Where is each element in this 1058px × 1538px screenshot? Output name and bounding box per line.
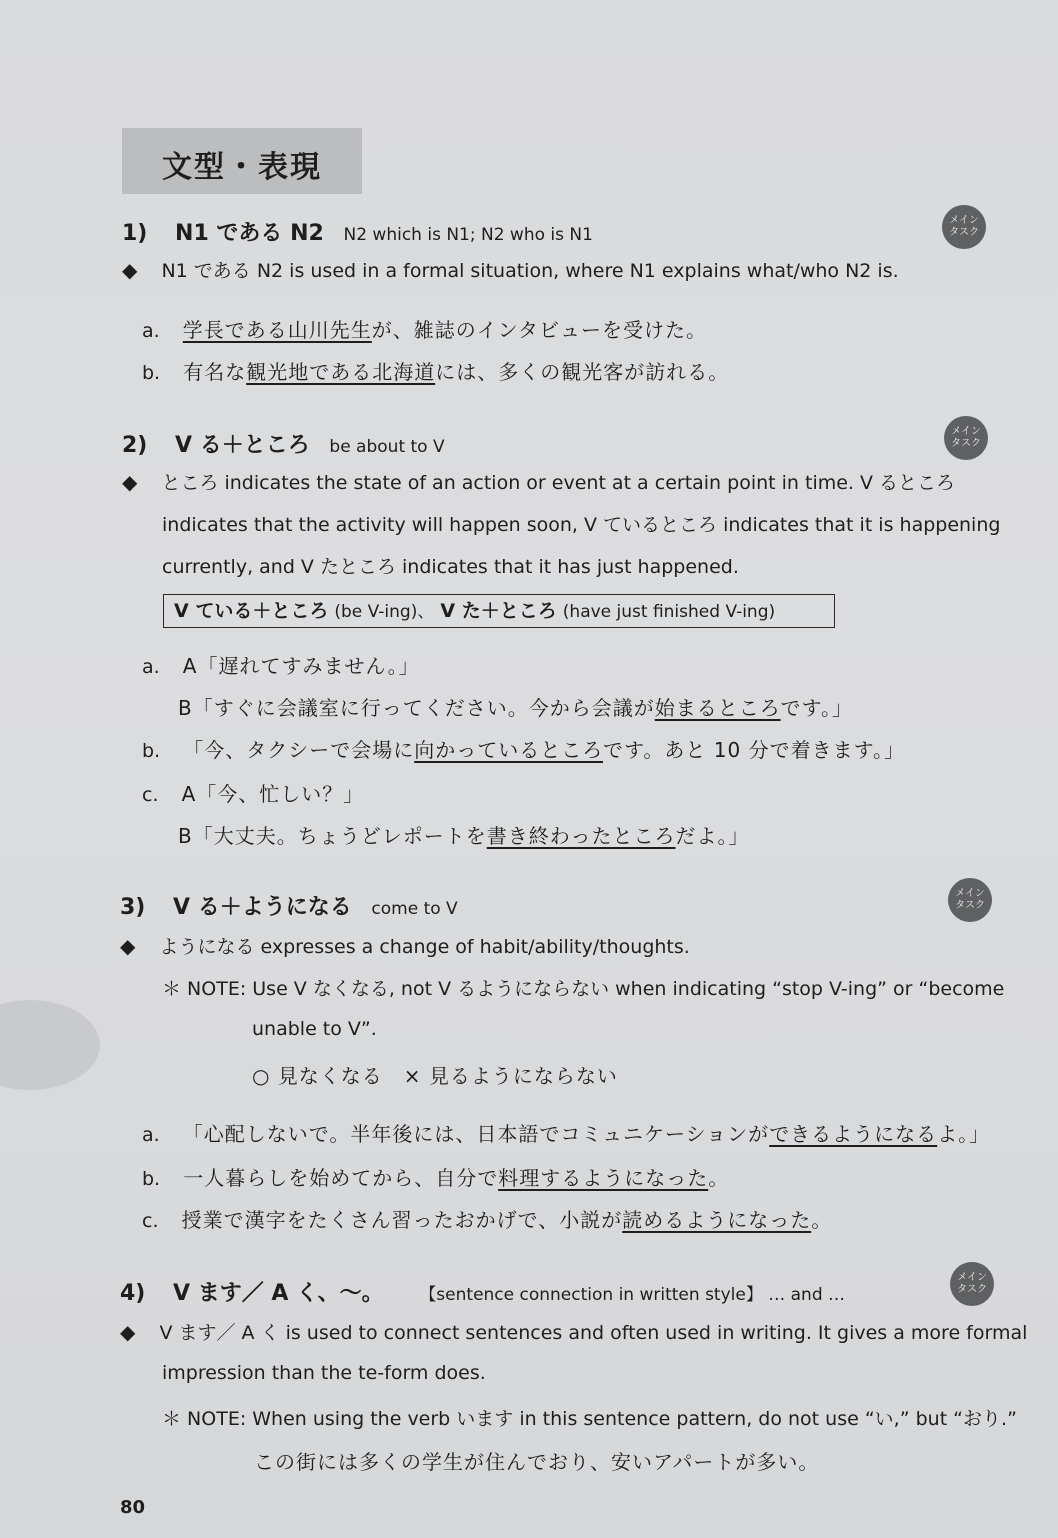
underlined-phrase: 読めるようになった <box>622 1208 812 1232</box>
section-1-description <box>122 256 899 283</box>
example-text: A「遅れてすみません。」 <box>182 654 420 678</box>
example-text-post: よ。」 <box>937 1122 991 1146</box>
section-4-number: 4) <box>120 1281 146 1306</box>
underlined-phrase: できるようになる <box>769 1122 938 1146</box>
section-1-number: 1) <box>122 221 148 246</box>
underlined-phrase: 学長である山川先生 <box>182 318 372 342</box>
section-4-note: ＊ NOTE: When using the verb います in this sentence pattern, do not use “い,” but “おり.” <box>162 1408 1017 1430</box>
section-3-meaning: come to V <box>371 899 458 919</box>
section-4-desc-text: V ます／ A く is used to connect sentences and often used in writing. It gives a more formal <box>159 1322 1028 1344</box>
diamond-bullet-icon: ◆ <box>122 470 138 494</box>
section-3-example-b <box>142 1162 729 1191</box>
diamond-bullet-icon: ◆ <box>122 258 138 282</box>
section-4-description-line-2: impression than the te-form does. <box>162 1362 486 1384</box>
page-number: 80 <box>120 1497 146 1518</box>
example-text <box>183 1122 990 1146</box>
section-1-meaning: N2 which is N1; N2 who is N1 <box>343 225 593 245</box>
section-4-heading <box>120 1276 845 1307</box>
example-text-pre: 一人暮らしを始めてから、自分で <box>183 1166 499 1190</box>
section-3-desc-text: ようになる expresses a change of habit/ability/thoughts. <box>159 936 690 958</box>
example-text-pre: 「心配しないで。半年後には、日本語でコミュニケーションが <box>182 1122 770 1146</box>
example-text-post: です。」 <box>780 696 853 720</box>
example-text-post: 。 <box>811 1208 833 1232</box>
example-text-pre: B「すぐに会議室に行ってください。今から会議が <box>178 696 655 720</box>
example-label: b. <box>142 1168 161 1190</box>
section-2-example-c-line-1 <box>142 778 364 807</box>
page-shadow <box>0 1000 100 1090</box>
example-label: b. <box>142 740 161 762</box>
section-3-pattern: V る＋ようになる <box>173 895 352 920</box>
section-2-meaning: be about to V <box>329 437 445 457</box>
section-3-example-a <box>142 1118 990 1147</box>
example-text <box>182 1208 833 1232</box>
main-task-badge <box>942 205 986 249</box>
related-patterns-box <box>163 594 835 628</box>
example-text <box>183 738 905 762</box>
section-3-note-line-1: ＊ NOTE: Use V なくなる, not V るようにならない when indicating “stop V-ing” or “become <box>162 978 1005 1000</box>
main-task-badge <box>950 1262 994 1306</box>
section-4-pattern: V ます／ A く、〜。 <box>173 1281 384 1306</box>
section-1-desc-text: N1 である N2 is used in a formal situation, where N1 explains what/who N2 is. <box>161 260 899 282</box>
section-4-meaning: 【sentence connection in written style】 … and … <box>419 1285 846 1305</box>
underlined-phrase: 書き終わったところ <box>486 824 676 848</box>
underlined-phrase: 向かっているところ <box>414 738 604 762</box>
example-text <box>183 318 707 342</box>
section-2-desc-text: ところ indicates the state of an action or event at a certain point in time. V るところ <box>161 472 956 494</box>
underlined-phrase: 観光地である北海道 <box>246 360 436 384</box>
example-text-post: だよ。」 <box>675 824 750 848</box>
example-text-pre: 授業で漢字をたくさん習ったおかげで、小説が <box>181 1208 623 1232</box>
section-3-note-line-3: ○ 見なくなる × 見るようにならない <box>252 1064 618 1088</box>
badge-line-2: タスク <box>955 900 985 911</box>
section-3-heading <box>120 890 458 921</box>
section-3-example-c <box>142 1204 832 1233</box>
section-2-heading <box>122 428 445 459</box>
section-2-number: 2) <box>122 433 148 458</box>
badge-line-1: メイン <box>951 426 981 437</box>
section-2-pattern: V る＋ところ <box>175 433 310 458</box>
example-text <box>183 1166 729 1190</box>
section-4-example: この街には多くの学生が住んでおり、安いアパートが多い。 <box>254 1450 820 1474</box>
example-label: a. <box>142 320 160 342</box>
example-text-pre: 有名な <box>183 360 247 384</box>
example-text-pre: B「大丈夫。ちょうどレポートを <box>178 824 487 848</box>
badge-line-2: タスク <box>949 227 979 238</box>
section-1-pattern: N1 である N2 <box>175 221 324 246</box>
pattern-teiru-meaning: (be V-ing)、 <box>334 602 435 622</box>
example-text-post: 。 <box>708 1166 730 1190</box>
badge-line-1: メイン <box>949 215 979 226</box>
section-2-example-a-line-1 <box>142 650 420 679</box>
section-3-description <box>120 932 690 959</box>
section-2-example-b <box>142 734 905 763</box>
badge-line-2: タスク <box>957 1284 987 1295</box>
example-text-post: です。あと 10 分で着きます。」 <box>603 738 905 762</box>
example-label: c. <box>142 784 159 806</box>
example-label: c. <box>142 1210 159 1232</box>
diamond-bullet-icon: ◆ <box>120 1320 136 1344</box>
example-text-post: が、雑誌のインタビューを受けた。 <box>371 318 707 342</box>
pattern-teiru: V ている＋ところ <box>174 600 329 622</box>
section-2-example-a-line-2 <box>178 692 853 721</box>
example-text-pre: 「今、タクシーで会場に <box>183 738 415 762</box>
section-2-example-c-line-2 <box>178 820 750 849</box>
section-1-example-b <box>142 356 729 385</box>
section-3-number: 3) <box>120 895 146 920</box>
badge-line-1: メイン <box>955 888 985 899</box>
section-4-description-line-1 <box>120 1318 1027 1345</box>
page-title: 文型・表現 <box>162 150 322 185</box>
section-2-description-line-1 <box>122 468 955 495</box>
example-label: a. <box>142 656 160 678</box>
main-task-badge <box>948 878 992 922</box>
example-text <box>183 360 729 384</box>
section-3-note-line-2: unable to V”. <box>252 1018 377 1040</box>
example-label: a. <box>142 1124 160 1146</box>
badge-line-2: タスク <box>951 438 981 449</box>
diamond-bullet-icon: ◆ <box>120 934 136 958</box>
example-text: A「今、忙しい？」 <box>181 782 365 806</box>
underlined-phrase: 始まるところ <box>654 696 781 720</box>
section-2-description-line-3: currently, and V たところ indicates that it has just happened. <box>162 556 739 578</box>
underlined-phrase: 料理するようになった <box>498 1166 709 1190</box>
main-task-badge <box>944 416 988 460</box>
section-2-description-line-2: indicates that the activity will happen soon, V ているところ indicates that it is happening <box>162 514 1001 536</box>
example-label: b. <box>142 362 161 384</box>
badge-line-1: メイン <box>957 1272 987 1283</box>
pattern-ta-meaning: (have just finished V-ing) <box>562 602 776 622</box>
section-1-example-a <box>142 314 707 343</box>
example-text-post: には、多くの観光客が訪れる。 <box>435 360 730 384</box>
section-1-heading <box>122 216 593 247</box>
pattern-ta: V た＋ところ <box>440 600 557 622</box>
